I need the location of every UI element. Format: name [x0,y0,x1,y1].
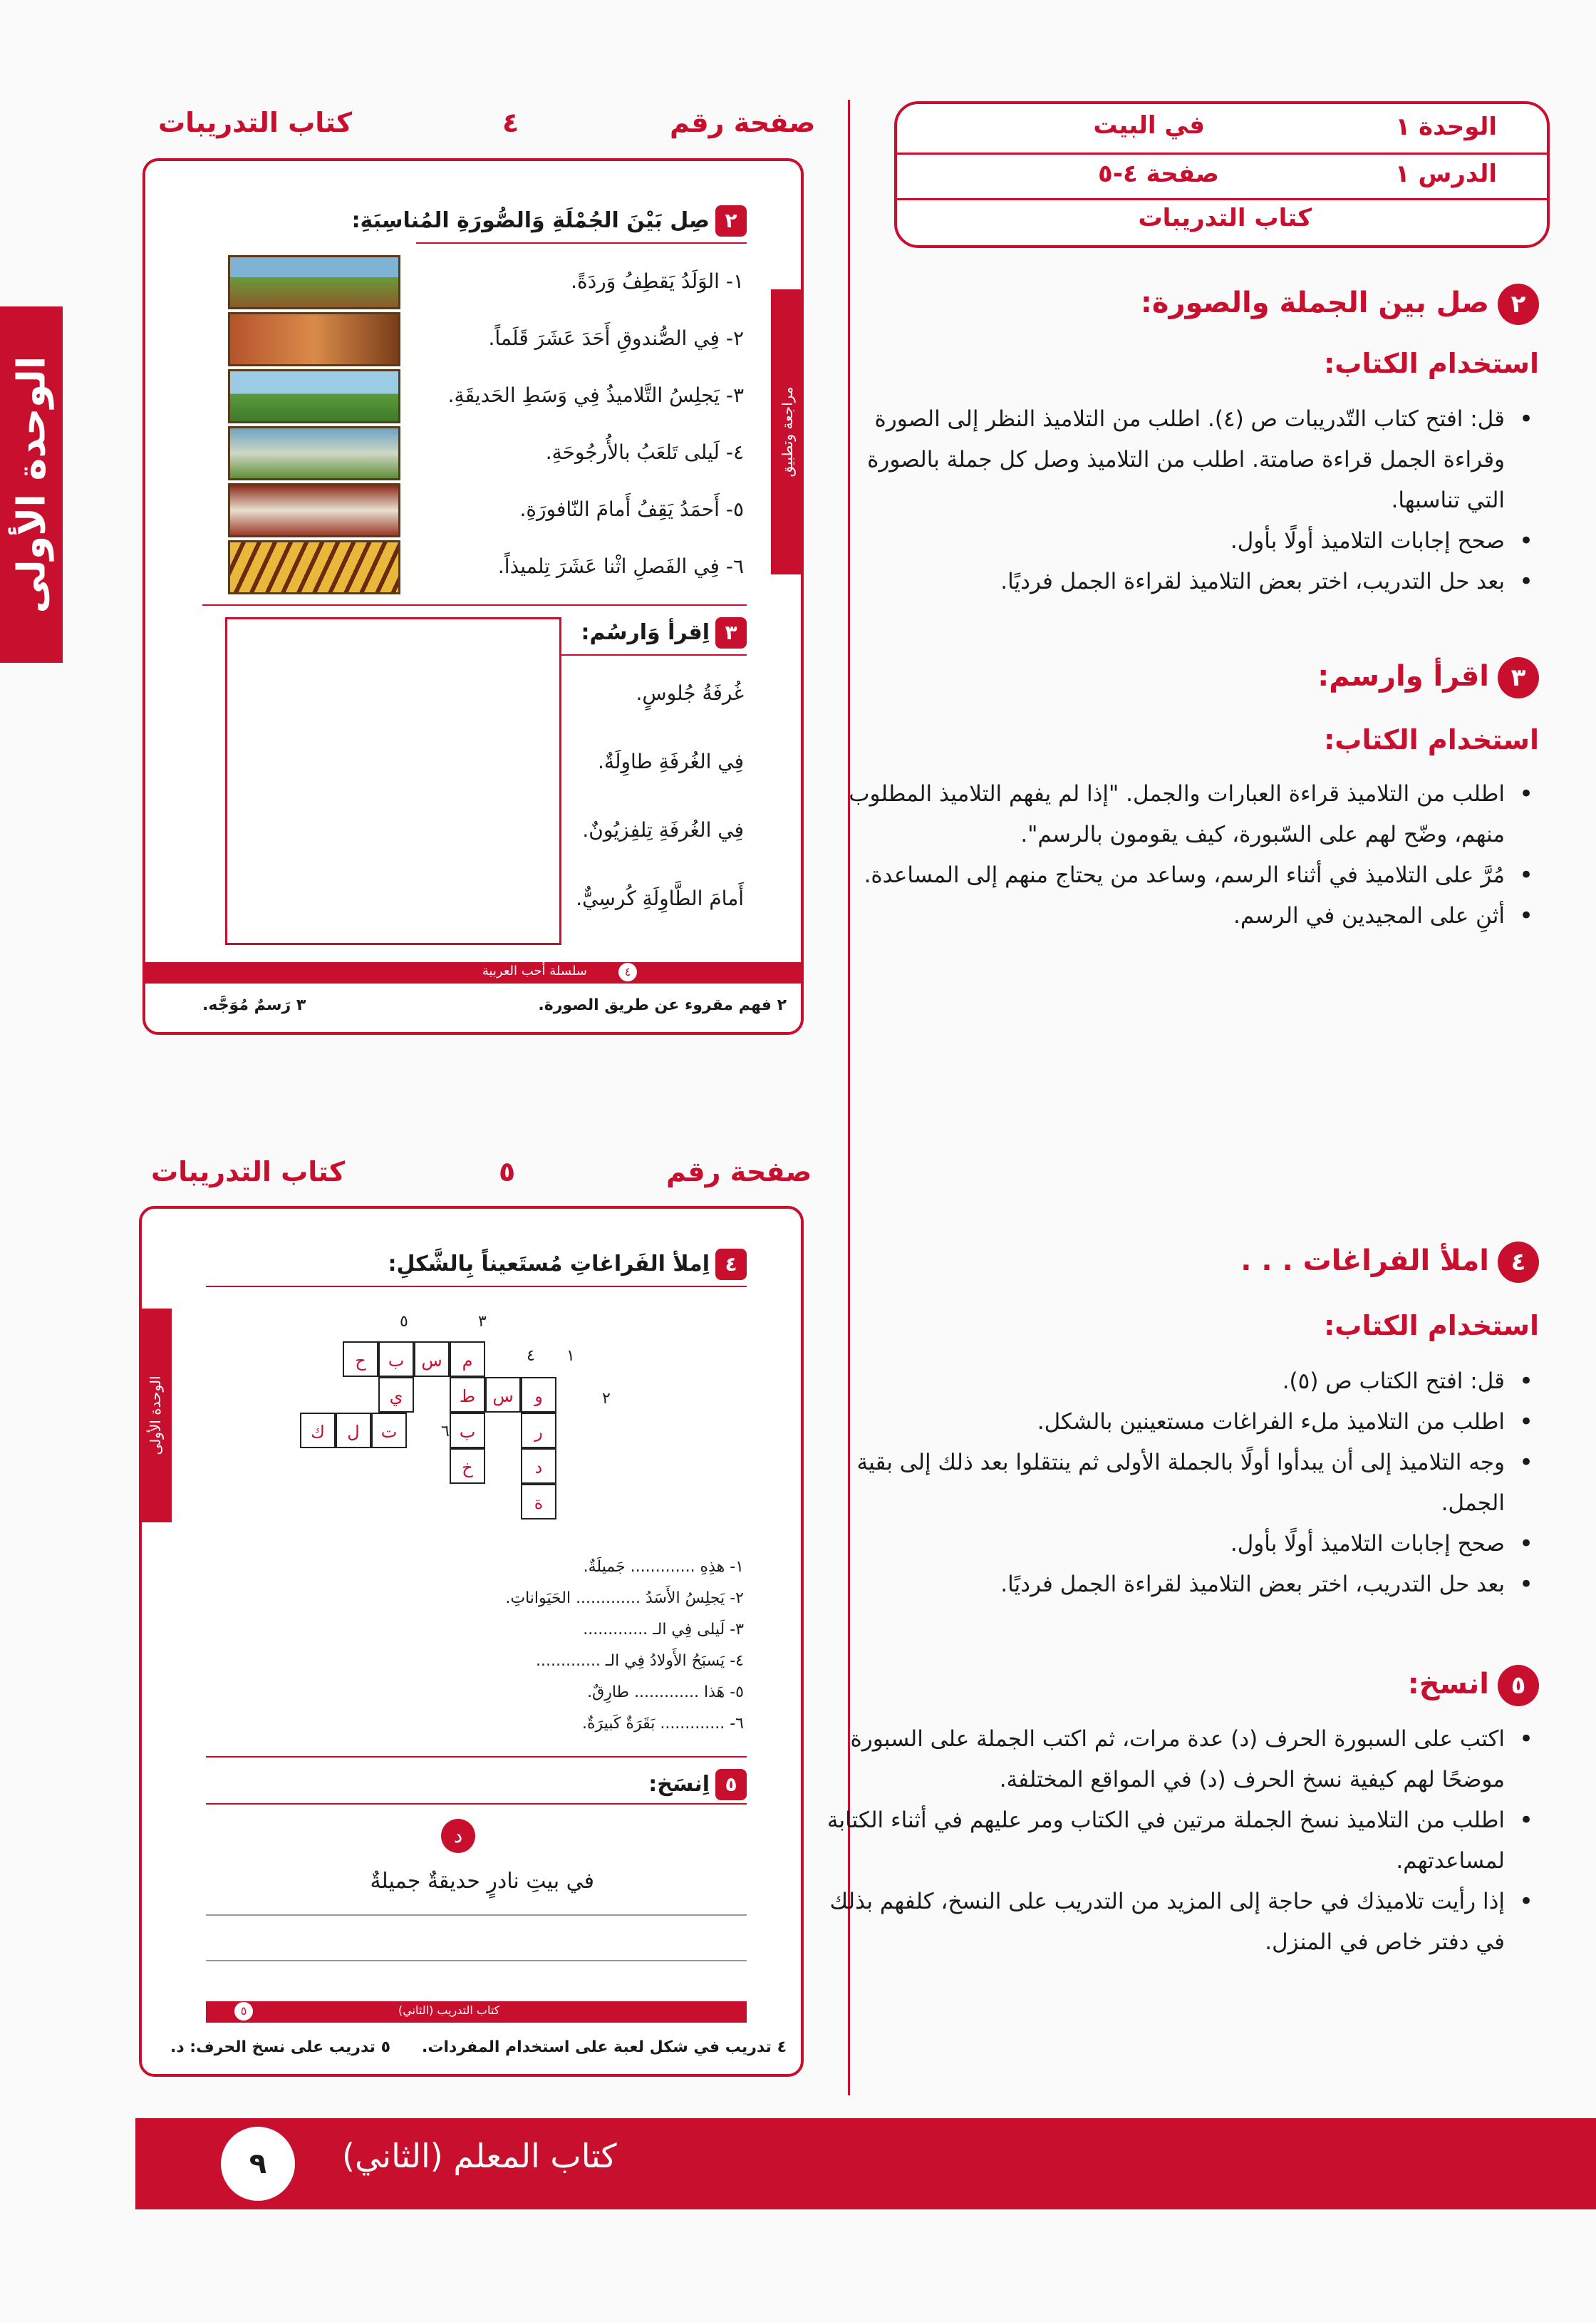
use-book-heading: استخدام الكتاب: [1324,724,1539,755]
girl-on-swing-picture [228,312,400,366]
ws1-page-number: ٤ [502,107,519,138]
crossword-cell[interactable]: ب [450,1413,485,1448]
writing-line[interactable] [206,1960,747,1961]
section-title: اقرأ وارسم: [1317,660,1489,693]
use-book-heading: استخدام الكتاب: [1324,1310,1539,1341]
clue-number: ٢ [602,1390,611,1408]
unit-label: الوحدة ١ [1395,113,1497,141]
ws1-side-strip [771,289,804,574]
worksheet-page-5 [139,1206,804,2077]
ws2-exercise-4-title [388,1249,747,1280]
footer-title: كتاب المعلم (الثاني) [342,2137,617,2175]
ws2-page-label: صفحة رقم [666,1156,812,1187]
book-label: كتاب التدريب (الثاني) [398,2003,500,2017]
fill-line: ٥- هَذا ............. طارِقٌ. [587,1683,744,1701]
lesson-pages: صفحة ٤-٥ [1098,160,1219,188]
copy-sentence: في بيتِ نادرٍ حديقةٌ جميلةٌ [370,1869,594,1894]
list-item: • اطلب من التلاميذ ملء الفراغات مستعينين بالشكل. [826,1402,1539,1443]
exercise-number: ٢ [715,205,747,237]
crossword-cell[interactable]: ر [521,1413,556,1448]
worksheet-page-4 [142,158,804,1035]
series-name: سلسلة أحب العربية [482,964,587,979]
crossword-cell[interactable]: س [414,1341,450,1377]
list-item: • صحح إجابات التلاميذ أولًا بأول. [826,1524,1539,1564]
writing-line[interactable] [206,1914,747,1916]
ws2-side-strip-label: الوحدة الأولى [147,1376,164,1455]
info-divider [897,198,1547,200]
boy-picking-flower-picture [228,255,400,309]
crossword-cell[interactable]: د [521,1448,556,1484]
students-in-garden-picture [228,426,400,480]
sentence: ٢- فِي الصُّندوقِ أَحَدَ عَشَرَ قَلَماً. [488,326,744,350]
section-number-badge: ٢ [1498,284,1539,325]
section-3-list [826,774,1539,936]
use-book-heading: استخدام الكتاب: [1324,348,1539,379]
clue-number: ٣ [478,1313,487,1331]
ws2-book-title: كتاب التدريبات [151,1156,346,1187]
list-item: • صحح إجابات التلاميذ أولًا بأول. [826,521,1539,562]
ws2-exercise-5-title [648,1769,747,1800]
exercise-title: اِملأ الفَراغاتِ مُستَعيناً بِالشَّكلِ: [388,1252,710,1276]
read-draw-line: غُرفَةُ جُلوسٍ. [636,681,744,705]
clue-number: ١ [566,1347,575,1365]
sentence: ٣- يَجلِسُ التَّلاميذُ فِي وَسَطِ الحَديقَةِ. [447,383,744,407]
exercise-divider [206,1756,747,1758]
section-4-list [826,1361,1539,1605]
ws1-exercise-3-title [581,617,747,649]
section-4-heading [1240,1242,1539,1283]
title-underline [416,242,747,244]
crossword-cell[interactable]: خ [450,1448,485,1484]
fill-line: ٣- لَيلى فِي الـ ............. [583,1621,744,1639]
section-number-badge: ٤ [1498,1242,1539,1283]
crossword-cell[interactable]: ل [336,1413,371,1448]
crossword-cell[interactable]: و [521,1377,556,1413]
boy-in-garden-picture [228,369,400,423]
section-title: انسخ: [1407,1668,1489,1701]
list-item: • قل: افتح كتاب التّدريبات ص (٤). اطلب من التلاميذ النظر إلى الصورة وقراءة الجمل قراءة صامتة. اطلب من التلاميذ وصل كل جملة بالصورة التي تناسبها. [826,399,1539,521]
ws2-skill-note: ٤ تدريب في شكل لعبة على استخدام المفردات. [422,2038,787,2056]
section-2-list [826,399,1539,602]
ws1-skill-note: ٣ رَسمٌ مُوَجَّه. [202,996,306,1014]
sentence: ٦- فِي الفَصلِ اثْنا عَشَرَ تِلميذاً. [497,554,744,578]
copy-letter-badge: د [441,1819,475,1853]
ws2-book-bar [206,2001,747,2023]
list-item: • اطلب من التلاميذ قراءة العبارات والجمل. "إذا لم يفهم التلاميذ المطلوب منهم، وضّح لهم على السّبورة، كيف يقومون بالرسم". [826,774,1539,855]
fill-line: ٢- يَجلِسُ الأَسَدُ ............. الحَيَواناتِ. [505,1589,744,1607]
clue-number: ٦ [441,1423,450,1440]
unit-side-tab-label: الوحدة الأولى [9,356,54,614]
exercise-title: اِنسَخ: [648,1772,710,1797]
crossword-cell[interactable]: ب [378,1341,414,1377]
section-5-heading [1408,1665,1539,1706]
crossword-cell[interactable]: ح [343,1341,378,1377]
ws2-side-strip [139,1309,172,1522]
exercise-number: ٣ [715,617,747,649]
lesson-label: الدرس ١ [1394,160,1497,188]
section-title: صل بين الجملة والصورة: [1140,287,1489,319]
ws1-side-strip-label: مراجعة وتطبيق [779,386,796,478]
exercise-divider [202,604,747,606]
clue-number: ٤ [527,1347,535,1365]
crossword-cell[interactable]: ك [300,1413,336,1448]
section-5-list [826,1719,1539,1963]
page-number: ٩ [221,2127,295,2201]
section-title: املأ الفراغات . . . [1240,1244,1489,1277]
ws1-page-label: صفحة رقم [670,107,816,138]
list-item: • اكتب على السبورة الحرف (د) عدة مرات، ثم اكتب الجملة على السبورة موضحًا لهم كيفية نسخ الحرف (د) في المواقع المختلفة. [826,1719,1539,1800]
crossword-cell[interactable]: ة [521,1484,556,1519]
list-item: • بعد حل التدريب، اختر بعض التلاميذ لقراءة الجمل فرديًا. [826,562,1539,602]
list-item: • مُرَّ على التلاميذ في أثناء الرسم، وساعد من يحتاج منهم إلى المساعدة. [826,855,1539,896]
sentence: ١- الوَلَدُ يَقطِفُ وَردَةً. [571,269,744,293]
read-draw-line: أَمامَ الطَّاوِلَةِ كُرسِيٌّ. [576,887,744,910]
crossword-cell[interactable]: س [485,1377,521,1413]
list-item: • إذا رأيت تلاميذك في حاجة إلى المزيد من التدريب على النسخ، كلفهم بذلك في دفتر خاص في المنزل. [826,1882,1539,1963]
title-underline [559,654,747,656]
ws1-exercise-2-title [352,205,747,237]
ws2-page-number: ٥ [499,1156,516,1187]
section-number-badge: ٥ [1498,1665,1539,1706]
workbook-label: كتاب التدريبات [1138,204,1312,232]
crossword-cell[interactable]: ي [378,1377,414,1413]
series-page-number: ٤ [618,963,637,981]
book-page-number: ٥ [234,2002,253,2021]
list-item: • اطلب من التلاميذ نسخ الجملة مرتين في الكتاب ومر عليهم في أثناء الكتابة لمساعدتهم. [826,1800,1539,1882]
sentence: ٤- لَيلى تَلعَبُ بالأُرجُوحَةِ. [545,440,744,464]
crossword-cell[interactable]: م [450,1341,485,1377]
crossword-cell[interactable]: ت [371,1413,407,1448]
drawing-box[interactable] [225,617,561,945]
crossword-cell[interactable]: ط [450,1377,485,1413]
section-2-heading [1141,284,1539,325]
ws1-book-title: كتاب التدريبات [158,107,353,138]
read-draw-line: فِي الغُرفَةِ طاوِلَةٌ. [598,750,744,773]
list-item: • وجه التلاميذ إلى أن يبدأوا أولًا بالجملة الأولى ثم ينتقلوا بعد ذلك إلى بقية الجمل. [826,1443,1539,1524]
section-3-heading [1317,657,1539,698]
title-underline [206,1286,747,1287]
read-draw-line: فِي الغُرفَةِ تِلفِزيُونٌ. [582,818,744,842]
list-item: • أثنِ على المجيدين في الرسم. [826,896,1539,936]
ws1-skill-note: ٢ فهم مقروء عن طريق الصورة. [538,996,787,1014]
ws1-series-bar [145,962,801,984]
exercise-title: صِل بَيْنَ الجُمْلَةِ وَالصُّورَةِ المُناسِبَةِ: [351,208,710,233]
sentence: ٥- أَحمَدُ يَقِفُ أَمامَ النّافورَةِ. [519,497,744,521]
fill-line: ٤- يَسبَحُ الأَولادُ فِي الـ ............. [536,1652,744,1670]
unit-side-tab [0,306,63,663]
list-item: • بعد حل التدريب، اختر بعض التلاميذ لقراءة الجمل فرديًا. [826,1564,1539,1605]
ws2-skill-note: ٥ تدريب على نسخ الحرف: د. [170,2038,391,2056]
pencils-in-box-picture [228,540,400,594]
section-number-badge: ٣ [1498,657,1539,698]
list-item: • قل: افتح الكتاب ص (٥). [826,1361,1539,1402]
info-divider [897,153,1547,155]
exercise-title: اِقرأ وَارسُم: [581,620,710,645]
title-underline [206,1803,747,1805]
fill-line: ٦- ............. بَقَرَةٌ كَبيرَةٌ. [582,1715,744,1733]
exercise-number: ٤ [715,1249,747,1280]
unit-title: في البيت [1093,111,1205,140]
clue-number: ٥ [400,1313,408,1331]
exercise-number: ٥ [715,1769,747,1800]
fill-line: ١- هذِهِ ............. جَميلَةٌ. [583,1558,744,1576]
lesson-info-box [894,101,1550,248]
classroom-picture [228,483,400,537]
